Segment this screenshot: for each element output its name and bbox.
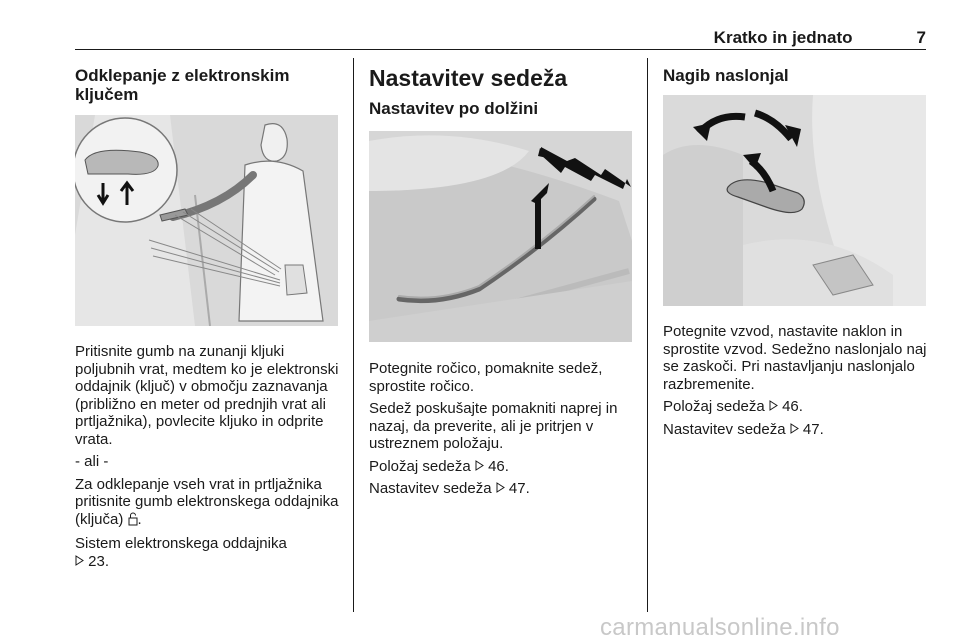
right-paragraph-1: Potegnite vzvod, nastavite naklon in sprostite vzvod. Sedežno naslonjalo naj se zaskoči. Pri nastavljanju naslonjalo razbremenite.: [663, 323, 927, 393]
left-paragraph-3-end: .: [137, 510, 142, 528]
middle-paragraph-2: Sedež poskušajte pomakniti naprej in nazaj, da preverite, ali je pritrjen v ustreznem položaju.: [369, 400, 618, 452]
triangle-arrow-icon[interactable]: [475, 458, 484, 476]
middle-ref-link-1[interactable]: 46.: [488, 457, 509, 475]
left-heading: Odklepanje z elektronskim ključem: [75, 66, 290, 104]
right-paragraph-2-text: Položaj sedeža: [663, 398, 765, 415]
illustration-door-unlock: [75, 115, 338, 326]
left-paragraph-4-text: Sistem elektronskega oddajnika: [75, 535, 287, 552]
watermark: carmanualsonline.info: [600, 614, 840, 641]
page-number: 7: [916, 28, 926, 47]
left-column: [75, 66, 345, 104]
right-paragraph-3-text: Nastavitev sedeža: [663, 420, 786, 438]
column-divider-2: [647, 58, 648, 612]
page-header-title: Kratko in jednato: [713, 28, 853, 47]
right-column: [663, 66, 928, 85]
middle-paragraph-3-text: Položaj sedeža: [369, 457, 471, 475]
left-ref-link[interactable]: 23.: [88, 552, 110, 570]
left-paragraph-3-text: Za odklepanje vseh vrat in prtljažnika pritisnite gumb elektronskega oddajnika (ključa): [75, 475, 339, 528]
triangle-arrow-icon[interactable]: [496, 480, 505, 498]
column-divider-1: [353, 58, 354, 612]
header-rule: [75, 49, 926, 50]
right-ref-link-2[interactable]: 47.: [802, 420, 824, 438]
right-paragraph-3: [663, 421, 931, 439]
middle-paragraph-4: [369, 480, 637, 498]
right-heading: Nagib naslonjal: [663, 66, 789, 85]
middle-paragraph-1: Potegnite ročico, pomaknite sedež, sprostite ročico.: [369, 360, 603, 395]
middle-ref-link-2[interactable]: 47.: [508, 480, 530, 497]
middle-paragraph-4-text: Nastavitev sedeža: [369, 480, 492, 497]
right-text: [663, 323, 931, 443]
middle-paragraph-3: [369, 458, 637, 476]
left-paragraph-1: Pritisnite gumb na zunanji kljuki poljubnih vrat, medtem ko je elektronski oddajnik (ključ) v območju zaznavanja (približno en meter od prednjih vrat ali prtljažnika), povlecite kljuko in odprite vrata.: [75, 343, 339, 448]
middle-text: [369, 360, 637, 503]
right-ref-link-1[interactable]: 46.: [782, 398, 803, 415]
middle-subheading: Nastavitev po dolžini: [369, 99, 539, 118]
illustration-seat-slide: [369, 131, 632, 342]
triangle-arrow-icon[interactable]: [769, 398, 778, 416]
left-paragraph-2: - ali -: [75, 453, 109, 470]
left-paragraph-3: [75, 476, 345, 531]
left-text: [75, 343, 345, 575]
right-paragraph-2: [663, 398, 931, 416]
page-header: [500, 28, 926, 48]
triangle-arrow-icon[interactable]: [75, 553, 84, 571]
illustration-backrest-recline: [663, 95, 926, 306]
left-paragraph-4: [75, 535, 345, 570]
middle-column: [369, 66, 634, 119]
triangle-arrow-icon[interactable]: [790, 421, 799, 439]
middle-heading: Nastavitev sedeža: [369, 65, 568, 91]
unlock-padlock-icon: [128, 512, 138, 531]
